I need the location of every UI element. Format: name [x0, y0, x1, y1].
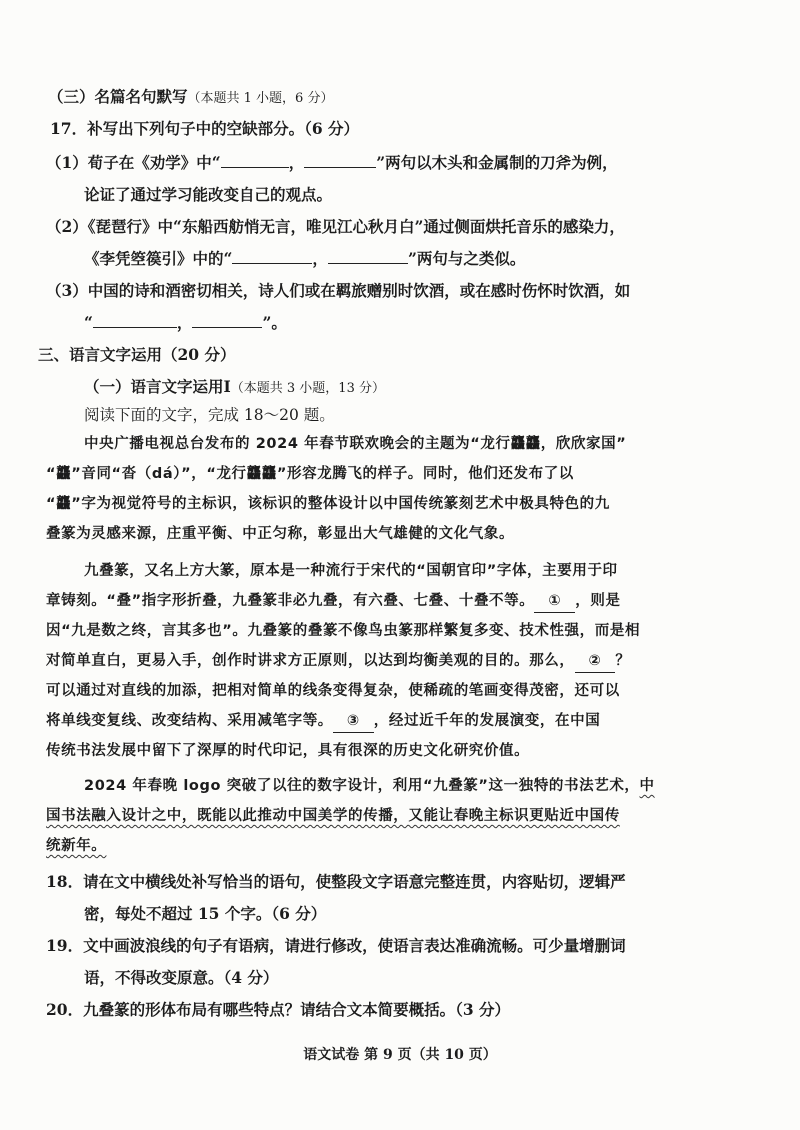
punct: ，: [312, 249, 328, 268]
page-footer: 语文试卷 第 9 页（共 10 页）: [303, 1047, 497, 1063]
subsection-note: （本题共 3 小题，13 分）: [230, 381, 385, 396]
passage-line: “龘”音同“沓（dá）”，“龙行龘龘”形容龙腾飞的样子。同时，他们还发布了以: [46, 466, 574, 482]
blank-marker-2[interactable]: ②: [575, 650, 616, 673]
passage-text: 章铸刻。“叠”指字形折叠，九叠篆非必九叠，有六叠、七叠、十叠不等。: [46, 593, 535, 609]
question-20: 20．九叠篆的形体布局有哪些特点？请结合文本简要概括。（3 分）: [46, 1000, 511, 1019]
question-19: 19．文中画波浪线的句子有语病，请进行修改，使语言表达准确流畅。可少量增删词: [46, 936, 626, 955]
subsection-heading: [84, 376, 385, 400]
passage-text: ，经过近千年的发展演变，在中国: [373, 713, 601, 729]
passage-text: 将单线变复线、改变结构、采用减笔字等。: [46, 713, 333, 729]
passage-line: [46, 710, 600, 733]
blank-marker-1[interactable]: ①: [534, 590, 575, 613]
passage-line: [84, 775, 655, 797]
passage-text: ？: [615, 653, 631, 669]
passage-line: [46, 835, 106, 857]
subsection-note: （本题共 1 小题，6 分）: [187, 91, 334, 106]
passage-line: 因“九是数之终，言其多也”。九叠篆的叠篆不像鸟虫篆那样繁复多变、技术性强，而是相: [46, 623, 641, 639]
answer-blank[interactable]: [328, 248, 408, 264]
punct: ，: [288, 153, 305, 172]
answer-blank[interactable]: [232, 248, 312, 264]
answer-blank[interactable]: [304, 152, 376, 168]
q17-item-3-suffix: ”。: [262, 313, 287, 332]
answer-blank[interactable]: [221, 152, 289, 168]
q17-item-1-cont: 论证了通过学习能改变自己的观点。: [84, 185, 333, 204]
wavy-underlined-sentence: 统新年。: [46, 838, 107, 854]
q17-item-3-cont: [84, 312, 287, 334]
passage-line: [46, 590, 621, 613]
question-18-cont: 密，每处不超过 15 个字。（6 分）: [84, 904, 327, 923]
passage-line: 传统书法发展中留下了深厚的时代印记，具有很深的历史文化研究价值。: [46, 743, 530, 759]
passage-text: 对简单直白，更易入手，创作时讲求方正原则，以达到均衡美观的目的。那么，: [46, 653, 575, 669]
q17-item-1-suffix: ”两句以木头和金属制的刀斧为例，: [376, 153, 618, 172]
blank-marker-3[interactable]: ③: [333, 710, 374, 733]
q17-item-1-prefix: （1）荀子在《劝学》中“: [46, 153, 221, 172]
passage-line: 可以通过对直线的加添，把相对简单的线条变得复杂，使稀疏的笔画变得茂密，还可以: [46, 683, 620, 699]
passage-line: 叠篆为灵感来源，庄重平衡、中正匀称，彰显出大气雄健的文化气象。: [46, 526, 515, 542]
subsection-title: （一）语言文字运用Ⅰ: [84, 377, 231, 396]
punct: ，: [176, 313, 193, 332]
passage-line: [46, 650, 631, 673]
answer-blank[interactable]: [93, 312, 177, 328]
question-19-cont: 语，不得改变原意。（4 分）: [84, 968, 279, 987]
subsection-title: （三）名篇名句默写: [48, 87, 188, 106]
q17-item-1: [46, 152, 618, 174]
subsection-heading: [48, 86, 333, 110]
passage-line: 中央广播电视总台发布的 2024 年春节联欢晚会的主题为“龙行龘龘，欣欣家国”: [84, 436, 627, 452]
q17-item-2-cont: [84, 248, 525, 270]
section-heading: 三、语言文字运用（20 分）: [38, 345, 236, 364]
reading-instruction: 阅读下面的文字，完成 18～20 题。: [84, 406, 335, 424]
wavy-underlined-sentence: 中: [639, 778, 655, 794]
passage-line: [46, 805, 620, 827]
q17-item-3-prefix: “: [84, 313, 93, 332]
passage-text: 2024 年春晚 logo 突破了以往的数字设计，利用“九叠篆”这一独特的书法艺术，: [84, 778, 640, 794]
q17-item-2: （2）《琵琶行》中“东船西舫悄无言，唯见江心秋月白”通过侧面烘托音乐的感染力，: [46, 217, 625, 236]
wavy-underlined-sentence: 国书法融入设计之中，既能以此推动中国美学的传播，又能让春晚主标识更贴近中国传: [46, 808, 620, 824]
question-18: 18．请在文中横线处补写恰当的语句，使整段文字语意完整连贯，内容贴切，逻辑严: [46, 872, 626, 891]
answer-blank[interactable]: [192, 312, 262, 328]
passage-line: “龘”字为视觉符号的主标识，该标识的整体设计以中国传统篆刻艺术中极具特色的九: [46, 496, 610, 512]
q17-item-2-suffix: ”两句与之类似。: [407, 249, 526, 268]
passage-line: 九叠篆，又名上方大篆，原本是一种流行于宋代的“国朝官印”字体，主要用于印: [84, 563, 618, 579]
q17-item-2-prefix: 《李凭箜篌引》中的“: [84, 249, 233, 268]
passage-text: ，则是: [575, 593, 621, 609]
question-17-stem: 17．补写出下列句子中的空缺部分。（6 分）: [50, 119, 360, 138]
q17-item-3: （3）中国的诗和酒密切相关，诗人们或在羁旅赠别时饮酒，或在感时伤怀时饮酒，如: [46, 281, 631, 300]
